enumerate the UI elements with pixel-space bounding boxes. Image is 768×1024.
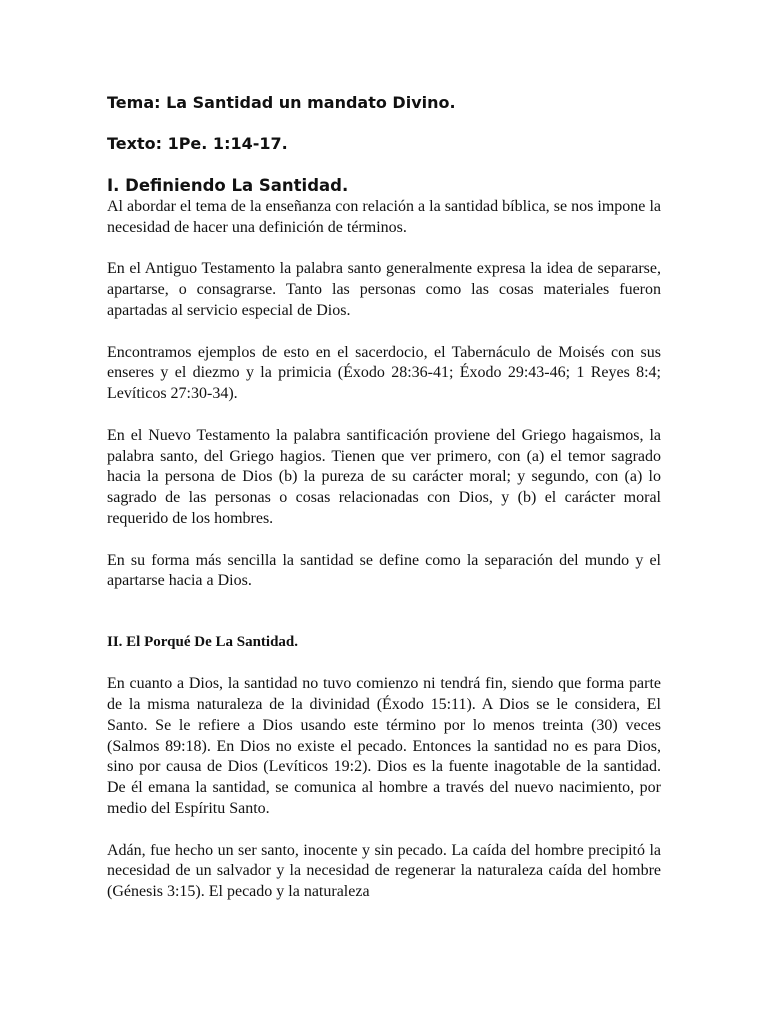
texto-heading: Texto: 1Pe. 1:14-17. [107, 134, 288, 153]
section-1-title: I. Definiendo La Santidad. [107, 176, 349, 195]
section-1-paragraph-1: Al abordar el tema de la enseñanza con relación a la santidad bíblica, se nos impone la necesidad de hacer una definición de términos. [107, 198, 661, 236]
section-2-title: II. El Porqué De La Santidad. [107, 634, 299, 651]
section-1-paragraph-3: Encontramos ejemplos de esto en el sacerdocio, el Tabernáculo de Moisés con sus enseres y el diezmo y la primicia (Éxodo 28:36-41; Éxodo 29:43-46; 1 Reyes 8:4; Levíticos 27:30-34). [107, 343, 661, 403]
tema-heading: Tema: La Santidad un mandato Divino. [107, 93, 456, 112]
section-2-paragraph-2: Adán, fue hecho un ser santo, inocente y sin pecado. La caída del hombre precipitó la necesidad de un salvador y la necesidad de regenerar la naturaleza caída del hombre (Génesis 3:15). El pecado y la naturaleza [107, 841, 661, 901]
section-1-paragraph-4: En el Nuevo Testamento la palabra santificación proviene del Griego hagaismos, la palabra santo, del Griego hagios. Tienen que ver primero, con (a) el temor sagrado hacia la persona de Dios (b) la pureza de su carácter moral; y segundo, con (a) lo sagrado de las personas o cosas relacionadas con Dios, y (b) el carácter moral requerido de los hombres. [107, 426, 661, 527]
document-page [107, 90, 661, 903]
section-1-paragraph-2: En el Antiguo Testamento la palabra santo generalmente expresa la idea de separarse, apartarse, o consagrarse. Tanto las personas como las cosas materiales fueron apartadas al servicio especial de Dios. [107, 260, 661, 319]
section-2-paragraph-1: En cuanto a Dios, la santidad no tuvo comienzo ni tendrá fin, siendo que forma parte de la misma naturaleza de la divinidad (Éxodo 15:11). A Dios se le considera, El Santo. Se le refiere a Dios usando este término por lo menos treinta (30) veces (Salmos 89:18). En Dios no existe el pecado. Entonces la santidad no es para Dios, sino por causa de Dios (Levíticos 19:2). Dios es la fuente inagotable de la santidad. De él emana la santidad, se comunica al hombre a través del nuevo nacimiento, por medio del Espíritu Santo. [107, 675, 661, 817]
section-1-paragraph-5: En su forma más sencilla la santidad se define como la separación del mundo y el apartarse hacia a Dios. [107, 551, 661, 590]
